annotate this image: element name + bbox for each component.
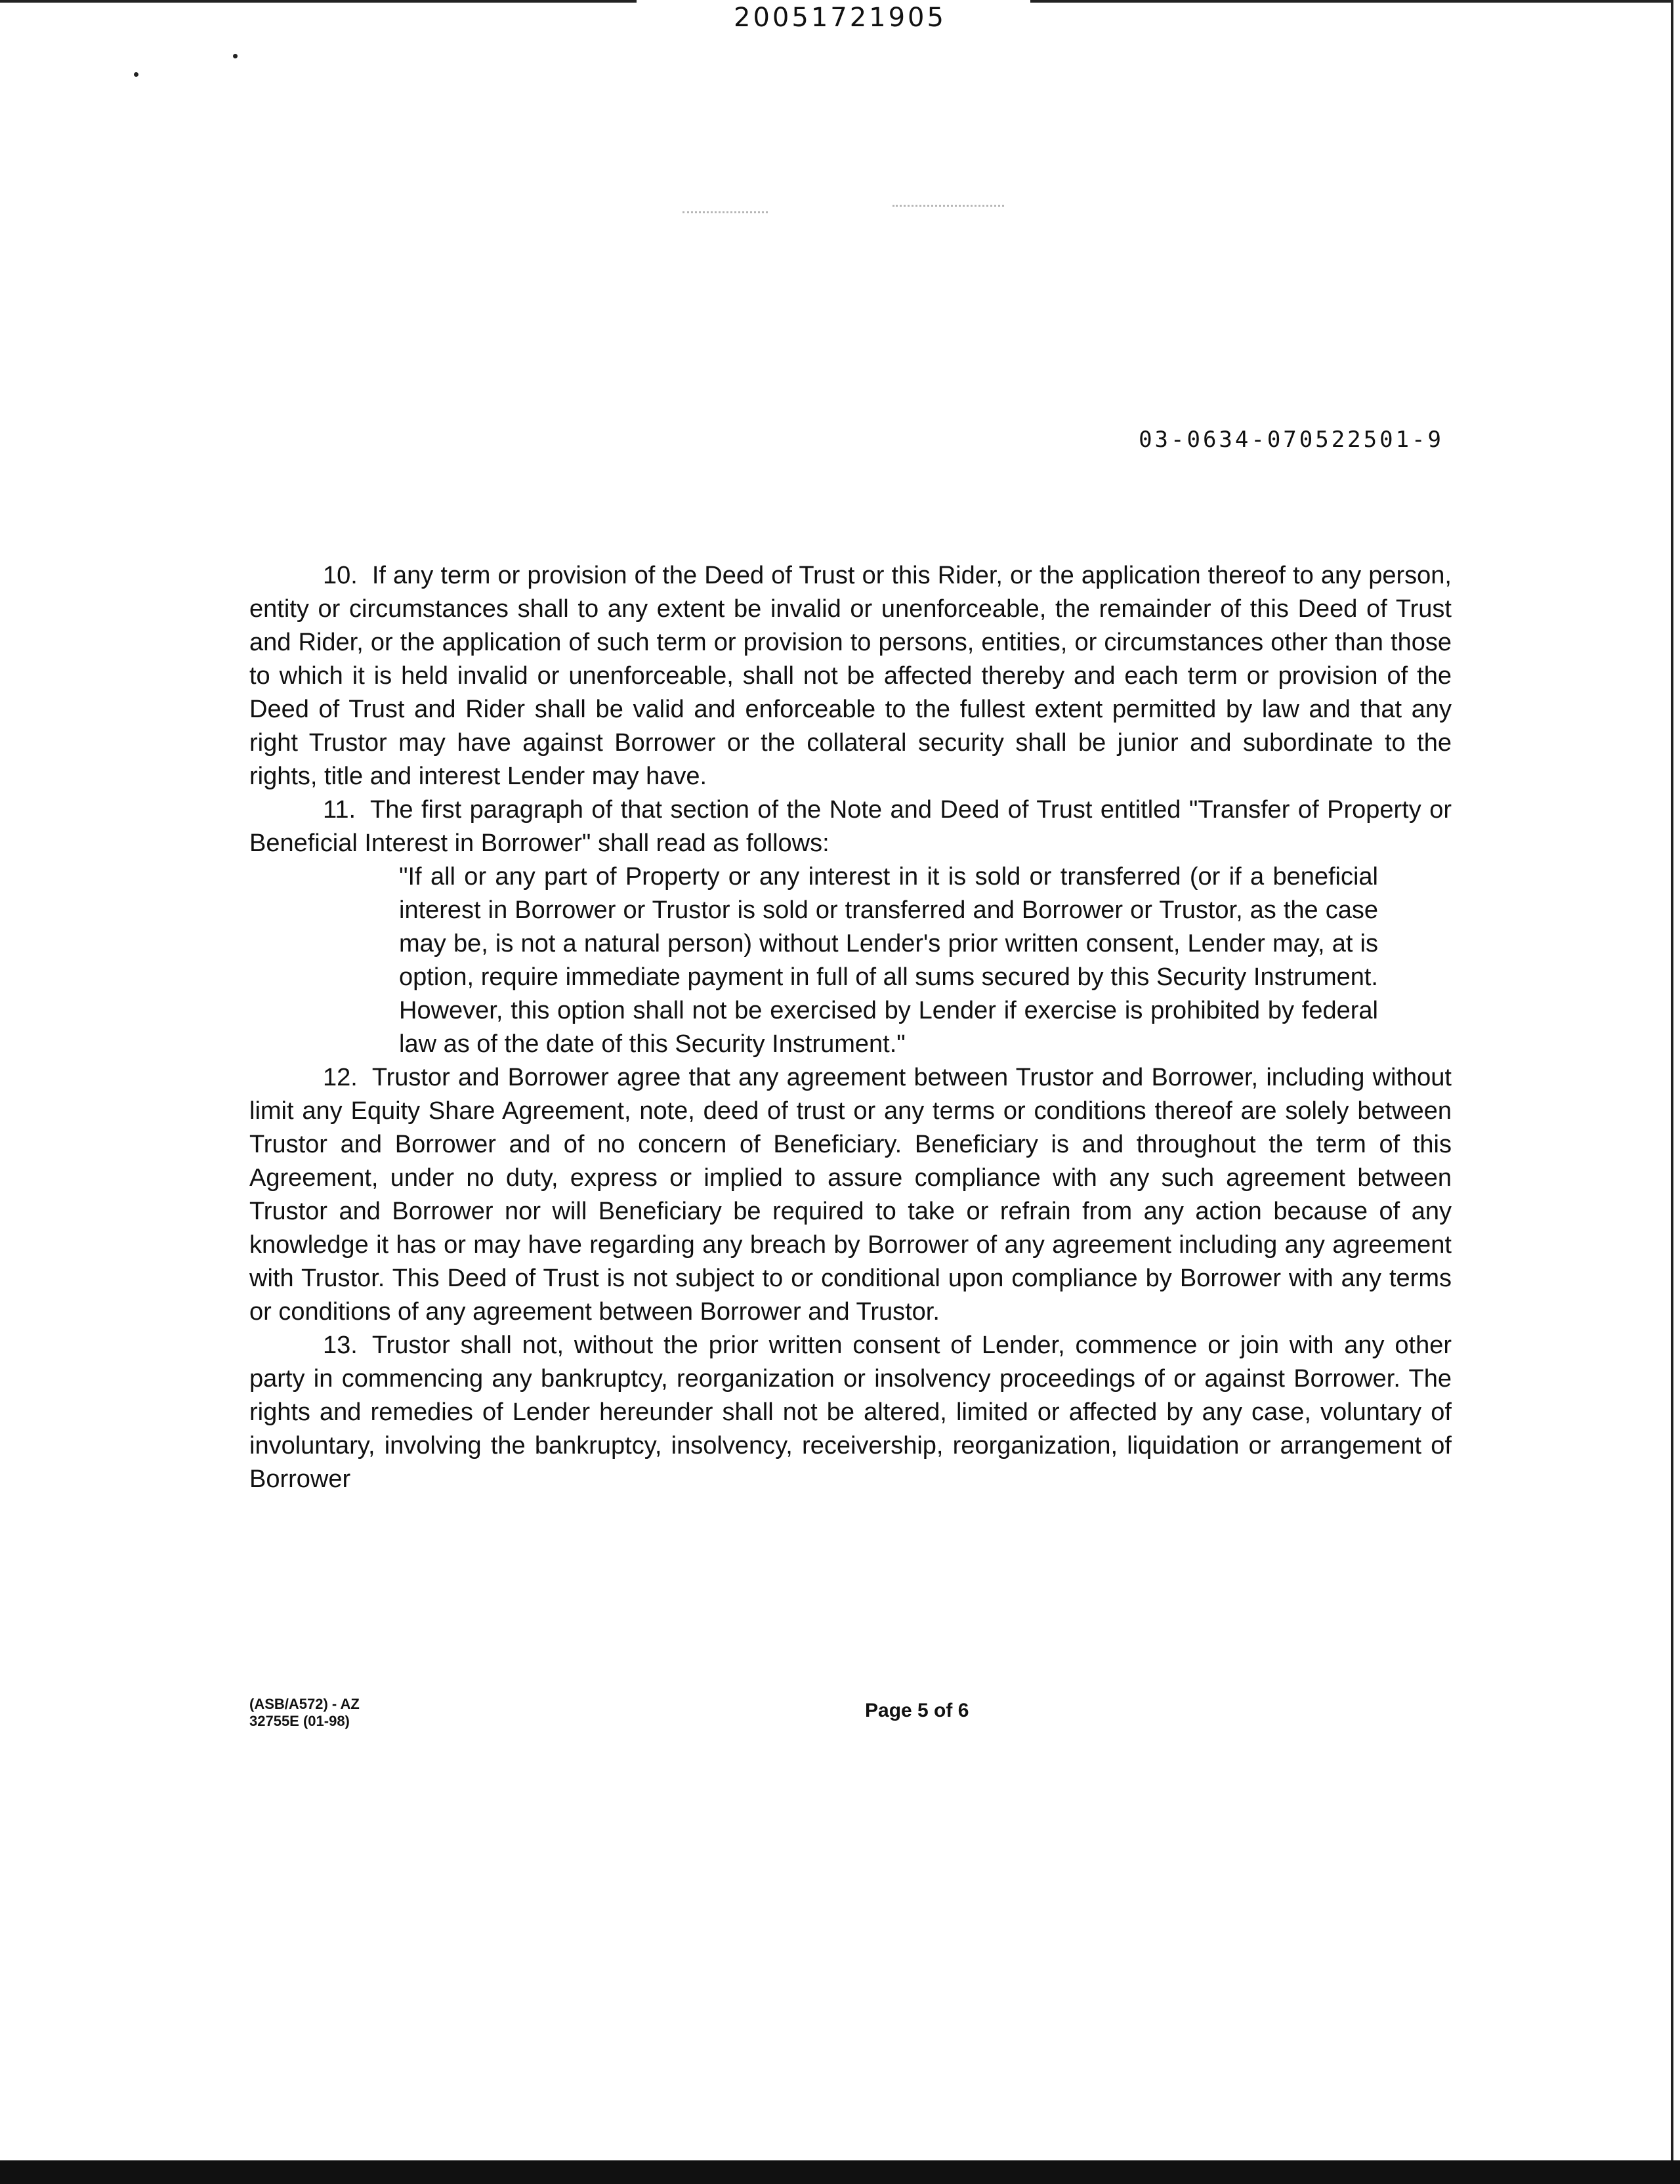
form-code-line: 32755E (01-98) bbox=[249, 1713, 350, 1729]
scan-speck bbox=[134, 72, 138, 77]
paragraph-text: Trustor shall not, without the prior written consent of Lender, commence or join with any other party in commencing any bankruptcy, reorganization or insolvency proceedings of or against Borrower. The rights and remedies of Lender hereunder shall not be altered, limited or affected by any case, voluntary of involuntary, involving the bankruptcy, insolvency, receivership, reorganization, liquidation or arrangement of Borrower bbox=[249, 1332, 1452, 1493]
scan-frame-bottom-edge bbox=[0, 2160, 1680, 2184]
scan-noise bbox=[892, 205, 1004, 211]
page-number: Page 5 of 6 bbox=[865, 1700, 969, 1721]
form-code-line: (ASB/A572) - AZ bbox=[249, 1696, 360, 1712]
quoted-clause: "If all or any part of Property or any interest in it is sold or transferred (or if a beneficial interest in Borrower or Trustor is sold or transferred and Borrower or Trustor, as the case may be, is not a natural person) without Lender's prior written consent, Lender may, at is option, require immediate payment in full of all sums secured by this Security Instrument. However, this option shall not be exercised by Lender if exercise is prohibited by federal law as of the date of this Security Instrument." bbox=[399, 863, 1378, 1058]
recording-number: 20051721905 bbox=[734, 3, 946, 33]
document-body bbox=[249, 559, 1452, 1496]
paragraph-number: 13. bbox=[323, 1332, 358, 1359]
paragraph-10 bbox=[249, 559, 1452, 793]
paragraph-12 bbox=[249, 1061, 1452, 1329]
form-identifier bbox=[249, 1696, 360, 1730]
scan-frame-right-edge bbox=[1671, 0, 1673, 2166]
paragraph-number: 11. bbox=[323, 796, 356, 824]
paragraph-number: 10. bbox=[323, 562, 358, 589]
paragraph-11 bbox=[249, 793, 1452, 860]
paragraph-text: If any term or provision of the Deed of Trust or this Rider, or the application thereof to any person, entity or circumstances shall to any extent be invalid or unenforceable, the remainder of this Deed of Trust and Rider, or the application of such term or provision to persons, entities, or circumstances other than those to which it is held invalid or unenforceable, shall not be affected thereby and each term or provision of the Deed of Trust and Rider shall be valid and enforceable to the fullest extent permitted by law and that any right Trustor may have against Borrower or the collateral security shall be junior and subordinate to the rights, title and interest Lender may have. bbox=[249, 562, 1452, 790]
paragraph-number: 12. bbox=[323, 1064, 358, 1091]
paragraph-text: The first paragraph of that section of the Note and Deed of Trust entitled "Transfer of Property or Beneficial Interest in Borrower" shall read as follows: bbox=[249, 796, 1452, 857]
paragraph-13 bbox=[249, 1329, 1452, 1496]
scan-speck bbox=[233, 54, 238, 58]
paragraph-text: Trustor and Borrower agree that any agreement between Trustor and Borrower, including without limit any Equity Share Agreement, note, deed of trust or any terms or conditions thereof are solely between Trustor and Borrower and of no concern of Beneficiary. Beneficiary is and throughout the term of this Agreement, under no duty, express or implied to assure compliance with any such agreement between Trustor and Borrower nor will Beneficiary be required to take or refrain from any action because of any knowledge it has or may have regarding any breach by Borrower of any agreement including any agreement with Trustor. This Deed of Trust is not subject to or conditional upon compliance by Borrower with any terms or conditions of any agreement between Borrower and Trustor. bbox=[249, 1064, 1452, 1326]
scan-noise bbox=[682, 211, 768, 217]
loan-number: 03-0634-070522501-9 bbox=[1139, 427, 1444, 453]
